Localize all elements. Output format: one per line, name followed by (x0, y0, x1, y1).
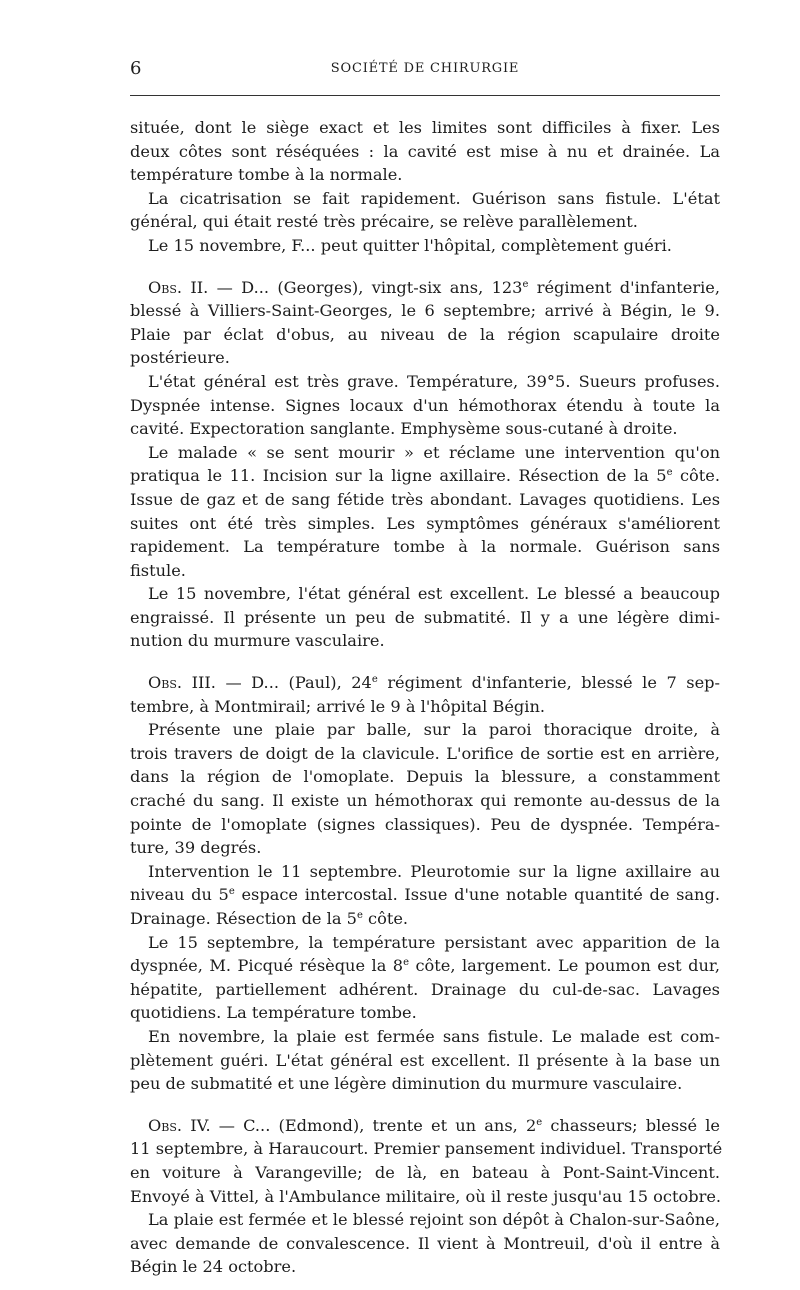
observation-4 (130, 1114, 723, 1208)
paragraph (130, 370, 720, 441)
text-line: avec demande de convalescence. Il vient à Montreuil, d'où il entre à (130, 1233, 720, 1253)
text-line: plètement guéri. L'état général est excellent. Il présente à la base un (130, 1050, 720, 1070)
paragraph (130, 234, 720, 258)
observation-3 (130, 671, 720, 718)
text-line: postérieure. (130, 348, 230, 368)
text-line: engraissé. Il présente un peu de submatité. Il y a une légère dimi- (130, 607, 720, 627)
text-line: La plaie est fermée et le blessé rejoint son dépôt à Chalon-sur-Saône, (148, 1210, 720, 1230)
paragraph (130, 1025, 720, 1096)
text-run: dyspnée, M. Picqué résèque la 8 (130, 956, 404, 976)
superscript: e (522, 278, 529, 290)
text-line: Le malade « se sent mourir » et réclame une intervention qu'on (148, 442, 720, 462)
superscript: e (403, 957, 410, 969)
text-line: 11 septembre, à Haraucourt. Premier pansement individuel. Transporté (130, 1139, 723, 1159)
text-line: En novembre, la plaie est fermée sans fistule. Le malade est com- (148, 1026, 720, 1046)
observation-label: Obs. IV. (148, 1115, 211, 1135)
text-line: général, qui était resté très précaire, se relève parallèlement. (130, 212, 638, 232)
text-line (130, 671, 720, 695)
paragraph (130, 931, 720, 1025)
text-line: trois travers de doigt de la clavicule. L'orifice de sortie est en arrière, (130, 743, 720, 763)
text-run: pratiqua le 11. Incision sur la ligne axillaire. Résection de la 5 (130, 466, 667, 486)
text-line: Dyspnée intense. Signes locaux d'un hémothorax étendu à toute la (130, 395, 720, 415)
observation-label: Obs. II. (148, 277, 209, 297)
text-line: ture, 39 degrés. (130, 838, 262, 858)
text-run: côte, largement. Le poumon est dur, (409, 956, 720, 976)
text-line: deux côtes sont réséquées : la cavité est mise à nu et drainée. La (130, 141, 720, 161)
text-line: en voiture à Varangeville; de là, en bateau à Pont-Saint-Vincent. (130, 1162, 720, 1182)
text-line: Envoyé à Vittel, à l'Ambulance militaire, où il reste jusqu'au 15 octobre. (130, 1186, 722, 1206)
text-line: Le 15 septembre, la température persistant avec apparition de la (148, 932, 720, 952)
text-line (130, 883, 720, 907)
text-line: fistule. (130, 560, 186, 580)
text-line: pointe de l'omoplate (signes classiques). Peu de dyspnée. Tempéra- (130, 814, 720, 834)
text-line: Plaie par éclat d'obus, au niveau de la région scapulaire droite (130, 324, 720, 344)
text-line: Intervention le 11 septembre. Pleurotomie sur la ligne axillaire au (148, 861, 720, 881)
text-line: La cicatrisation se fait rapidement. Guérison sans fistule. L'état (148, 188, 720, 208)
paragraph-gap (130, 1096, 720, 1114)
text-run: régiment d'infanterie, (528, 277, 720, 297)
superscript: e (228, 886, 235, 898)
paragraph (130, 718, 720, 860)
text-line: peu de submatité et une légère diminution du murmure vasculaire. (130, 1074, 683, 1094)
text-run: — D... (Paul), 24 (215, 673, 372, 693)
paragraph (130, 582, 720, 653)
text-line: Présente une plaie par balle, sur la paroi thoracique droite, à (148, 720, 720, 740)
text-line: hépatite, partiellement adhérent. Drainage du cul-de-sac. Lavages (130, 979, 720, 999)
paragraph-gap (130, 258, 720, 276)
text-line: nution du murmure vasculaire. (130, 631, 385, 651)
text-run: — C... (Edmond), trente et un ans, 2 (210, 1115, 537, 1135)
text-run: régiment d'infanterie, blessé le 7 sep- (377, 673, 720, 693)
text-line: quotidiens. La température tombe. (130, 1003, 417, 1023)
text-line (130, 1114, 720, 1138)
text-run: côte. (362, 909, 409, 928)
page-header (130, 58, 720, 82)
text-run: espace intercostal. Issue d'une notable quantité de sang. (234, 885, 720, 905)
text-line: Issue de gaz et de sang fétide très abondant. Lavages quotidiens. Les (130, 489, 720, 509)
text-run: chasseurs; blessé le (542, 1115, 720, 1135)
observation-label: Obs. III. (148, 673, 216, 693)
header-rule (130, 95, 720, 96)
text-line (130, 276, 720, 300)
text-line: L'état général est très grave. Température, 39°5. Sueurs profuses. (148, 371, 720, 391)
running-title: SOCIÉTÉ DE CHIRURGIE (330, 61, 520, 76)
superscript: e (666, 467, 673, 479)
text-line: cavité. Expectoration sanglante. Emphysème sous-cutané à droite. (130, 419, 678, 439)
text-run: — D... (Georges), vingt-six ans, 123 (208, 277, 523, 297)
text-line (130, 907, 720, 931)
paragraph (130, 1208, 720, 1279)
page-number: 6 (130, 58, 142, 79)
paragraph (130, 860, 720, 931)
paragraph-gap (130, 653, 720, 671)
superscript: e (536, 1116, 543, 1128)
text-run: Drainage. Résection de la 5 (130, 909, 357, 928)
observation-2 (130, 276, 720, 370)
text-run: côte. (672, 466, 720, 486)
superscript: e (371, 674, 378, 686)
text-line: dans la région de l'omoplate. Depuis la blessure, a constamment (130, 767, 720, 787)
paragraph (130, 441, 720, 583)
text-line: Le 15 novembre, F... peut quitter l'hôpital, complètement guéri. (148, 235, 672, 255)
text-line (130, 464, 720, 488)
text-line: Bégin le 24 octobre. (130, 1257, 297, 1277)
text-line: Le 15 novembre, l'état général est excellent. Le blessé a beaucoup (148, 584, 720, 604)
text-line: blessé à Villiers-Saint-Georges, le 6 septembre; arrivé à Bégin, le 9. (130, 301, 720, 321)
superscript: e (356, 910, 363, 921)
body-text (130, 116, 723, 1279)
text-run: niveau du 5 (130, 885, 229, 905)
paragraph (130, 187, 720, 234)
text-line: tembre, à Montmirail; arrivé le 9 à l'hôpital Bégin. (130, 696, 546, 716)
paragraph (130, 116, 720, 187)
text-line: située, dont le siège exact et les limites sont difficiles à fixer. Les (130, 118, 720, 137)
text-line: craché du sang. Il existe un hémothorax qui remonte au-dessus de la (130, 791, 720, 811)
text-line (130, 954, 720, 978)
text-line: rapidement. La température tombe à la normale. Guérison sans (130, 537, 720, 557)
text-line: température tombe à la normale. (130, 165, 403, 185)
text-line: suites ont été très simples. Les symptômes généraux s'améliorent (130, 513, 720, 533)
